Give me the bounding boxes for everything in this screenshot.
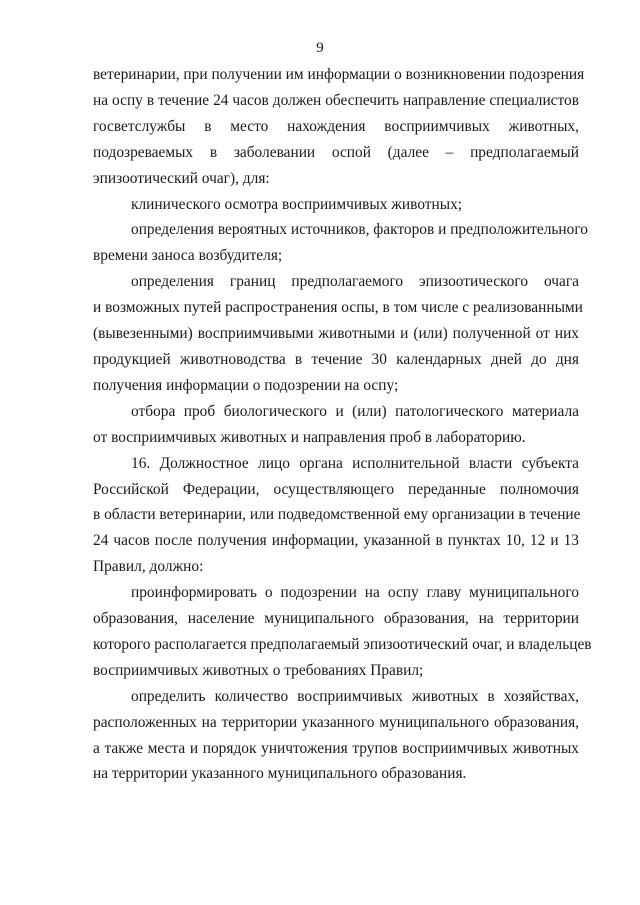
text-line: 16. Должностное лицо органа исполнительной власти субъекта: [131, 454, 579, 472]
text-line: проинформировать о подозрении на оспу главу муниципального: [131, 584, 579, 602]
text-line: на оспу в течение 24 часов должен обеспечить направление специалистов: [93, 91, 579, 109]
text-line: 24 часов после получения информации, указанной в пунктах 10, 12 и 13: [93, 532, 579, 550]
text-line: которого располагается предполагаемый эпизоотический очаг, и владельцев: [93, 635, 592, 653]
text-line: отбора проб биологического и (или) патологического материала: [131, 402, 579, 420]
paragraph-inform: [93, 580, 592, 684]
text-line: Правил, должно:: [93, 558, 204, 576]
text-line: подозреваемых в заболевании оспой (далее – предполагаемый: [93, 143, 579, 161]
text-line: (вывезенными) восприимчивыми животными и (или) полученной от них: [93, 325, 579, 343]
text-line: от восприимчивых животных и направления проб в лабораторию.: [93, 428, 526, 446]
text-line: определить количество восприимчивых животных в хозяйствах,: [131, 687, 579, 705]
text-line: ветеринарии, при получении им информации о возникновении подозрения: [93, 66, 585, 83]
text-line: расположенных на территории указанного муниципального образования,: [93, 713, 579, 731]
text-line: на территории указанного муниципального образования.: [93, 765, 467, 783]
text-line: продукцией животноводства в течение 30 календарных дней до дня: [93, 350, 579, 368]
document-body: [93, 62, 592, 787]
text-line: а также места и порядок уничтожения трупов восприимчивых животных: [93, 739, 579, 757]
text-line: Российской Федерации, осуществляющего переданные полномочия: [93, 480, 579, 498]
paragraph-clinical-inspection: [93, 192, 579, 218]
text-line: времени заноса возбудителя;: [93, 247, 283, 265]
text-line: определения вероятных источников, факторов и предположительного: [131, 221, 588, 239]
page-number: 9: [316, 40, 324, 56]
paragraph-borders: [93, 269, 583, 399]
text-line: в области ветеринарии, или подведомственной ему организации в течение: [93, 506, 581, 524]
paragraph-sampling: [93, 399, 579, 451]
paragraph-item-16: [93, 451, 579, 581]
text-line: получения информации о подозрении на оспу;: [93, 376, 399, 394]
text-line: клинического осмотра восприимчивых животных;: [131, 195, 463, 213]
text-line: эпизоотический очаг), для:: [93, 169, 270, 187]
paragraph-sources: [93, 217, 588, 269]
text-line: восприимчивых животных о требованиях Правил;: [93, 661, 424, 679]
paragraph-determine: [93, 684, 579, 788]
text-line: образования, население муниципального образования, на территории: [93, 610, 579, 628]
text-line: и возможных путей распространения оспы, в том числе с реализованными: [93, 299, 583, 317]
paragraph-continuation: [93, 62, 585, 192]
text-line: определения границ предполагаемого эпизоотического очага: [131, 273, 579, 291]
text-line: госветслужбы в место нахождения восприимчивых животных,: [93, 117, 579, 135]
